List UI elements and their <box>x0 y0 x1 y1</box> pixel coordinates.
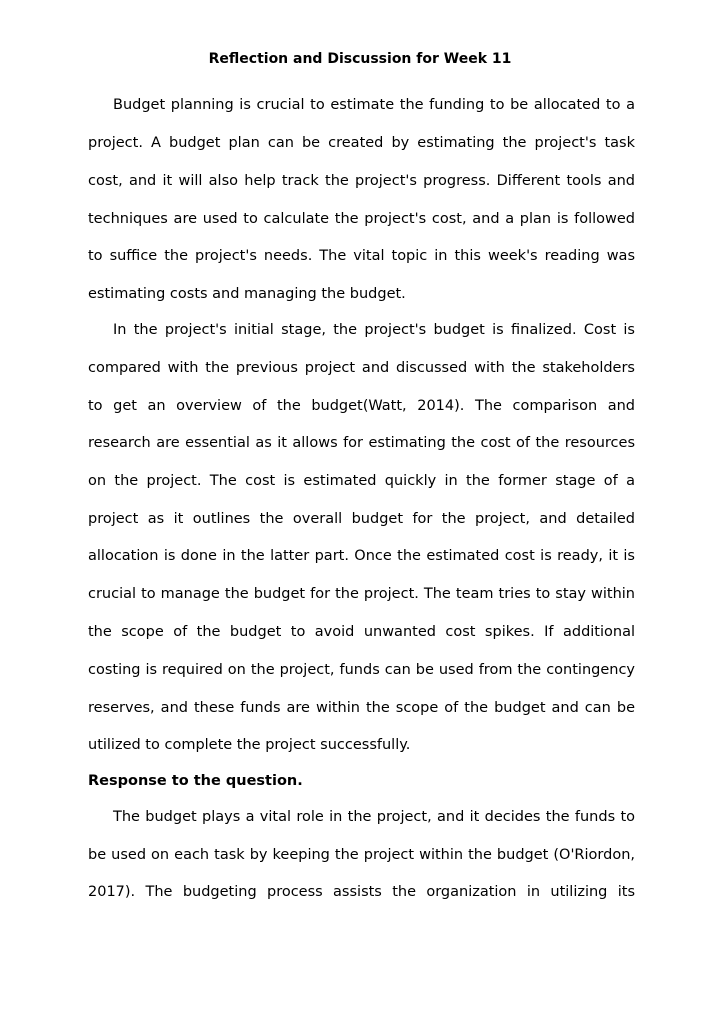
section-heading: Response to the question. <box>88 773 303 789</box>
paragraph-2-line-11: reserves, and these funds are within the scope of the budget and can be <box>88 700 635 716</box>
document-title: Reflection and Discussion for Week 11 <box>208 51 512 67</box>
paragraph-3-line-1: The budget plays a vital role in the project, and it decides the funds to <box>113 809 635 825</box>
paragraph-2-line-7: allocation is done in the latter part. Once the estimated cost is ready, it is <box>88 548 635 564</box>
paragraph-2-line-3: to get an overview of the budget(Watt, 2014). The comparison and <box>88 398 635 414</box>
paragraph-2-line-10: costing is required on the project, funds can be used from the contingency <box>88 662 635 678</box>
paragraph-2-line-12: utilized to complete the project successfully. <box>88 737 411 753</box>
paragraph-3-line-2: be used on each task by keeping the project within the budget (O'Riordon, <box>88 847 635 863</box>
paragraph-1-line-3: cost, and it will also help track the project's progress. Different tools and <box>88 173 635 189</box>
paragraph-2-line-5: on the project. The cost is estimated quickly in the former stage of a <box>88 473 635 489</box>
paragraph-1-line-5: to suffice the project's needs. The vital topic in this week's reading was <box>88 248 635 264</box>
paragraph-1-line-2: project. A budget plan can be created by estimating the project's task <box>88 135 635 151</box>
paragraph-1-line-6: estimating costs and managing the budget. <box>88 286 406 302</box>
paragraph-2-line-9: the scope of the budget to avoid unwanted cost spikes. If additional <box>88 624 635 640</box>
paragraph-3-line-3: 2017). The budgeting process assists the organization in utilizing its <box>88 884 635 900</box>
paragraph-1-line-1: Budget planning is crucial to estimate the funding to be allocated to a <box>113 97 635 113</box>
paragraph-2-line-6: project as it outlines the overall budget for the project, and detailed <box>88 511 635 527</box>
paragraph-2-line-2: compared with the previous project and discussed with the stakeholders <box>88 360 635 376</box>
paragraph-2-line-1: In the project's initial stage, the project's budget is finalized. Cost is <box>113 322 635 338</box>
paragraph-1-line-4: techniques are used to calculate the project's cost, and a plan is followed <box>88 211 635 227</box>
paragraph-2-line-4: research are essential as it allows for estimating the cost of the resources <box>88 435 635 451</box>
paragraph-2-line-8: crucial to manage the budget for the project. The team tries to stay within <box>88 586 635 602</box>
